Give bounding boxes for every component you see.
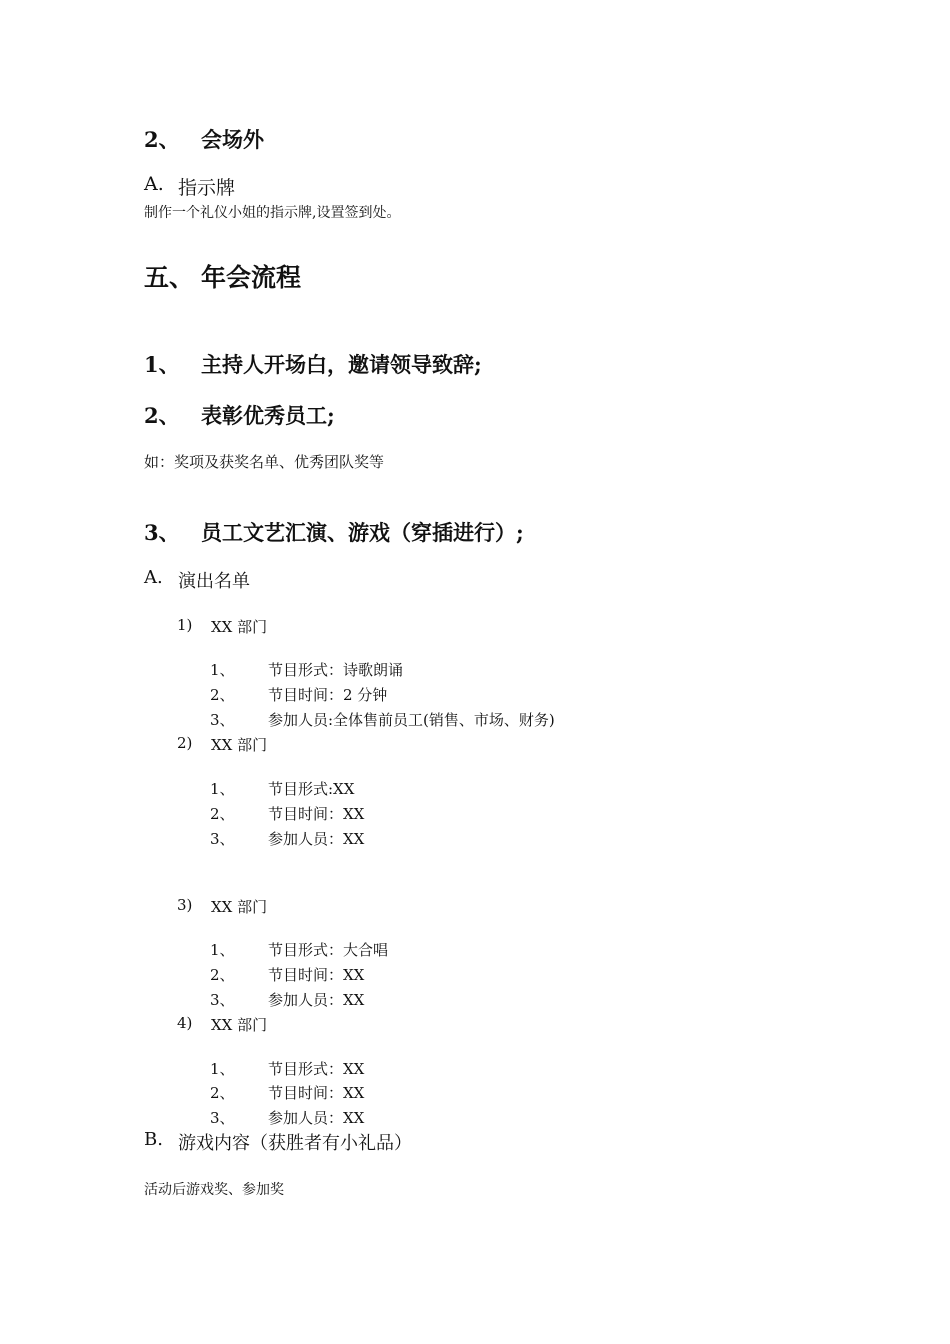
agenda-item-1	[144, 349, 482, 379]
detail-text: 节目时间：XX	[268, 805, 365, 823]
section-heading-venue-outside	[144, 124, 264, 154]
detail-text: 参加人员：XX	[268, 830, 365, 848]
detail-number: 3、	[210, 711, 235, 729]
detail-text: 参加人员：XX	[268, 1109, 365, 1127]
detail-number: 2、	[210, 686, 235, 704]
detail-number: 1、	[210, 780, 235, 798]
detail-number: 2、	[210, 805, 235, 823]
subheading-performances	[144, 567, 250, 592]
program-detail	[210, 709, 555, 730]
detail-number: 1、	[210, 661, 235, 679]
subheading-games	[144, 1129, 412, 1154]
program-detail	[210, 1107, 365, 1128]
sub-label: A.	[144, 567, 163, 588]
sub-label: A.	[144, 173, 164, 195]
signage-description: 制作一个礼仪小姐的指示牌,设置签到处。	[144, 205, 401, 221]
program-detail	[210, 1058, 365, 1079]
detail-text: 节目时间：2 分钟	[268, 686, 388, 704]
dept-name: XX 部门	[211, 618, 268, 636]
dept-name: XX 部门	[211, 898, 268, 916]
section-title: 会场外	[201, 127, 264, 152]
program-detail	[210, 1082, 365, 1103]
program-detail	[210, 778, 355, 799]
sub-label: B.	[144, 1129, 163, 1150]
detail-text: 参加人员：XX	[268, 991, 365, 1009]
dept-heading	[177, 616, 268, 636]
dept-name: XX 部门	[211, 736, 268, 754]
program-detail	[210, 803, 365, 824]
item-title: 主持人开场白，邀请领导致辞;	[201, 352, 482, 377]
detail-number: 3、	[210, 830, 235, 848]
program-detail	[210, 939, 389, 960]
item-number: 1、	[144, 352, 180, 377]
dept-number: 3)	[177, 896, 193, 914]
section-title: 年会流程	[201, 263, 302, 292]
sub-title: 游戏内容（获胜者有小礼品）	[178, 1133, 412, 1154]
detail-number: 1、	[210, 1060, 235, 1078]
section-number: 五、	[144, 263, 195, 292]
detail-number: 2、	[210, 1084, 235, 1102]
dept-number: 2)	[177, 734, 193, 752]
detail-text: 节目形式:XX	[268, 780, 355, 798]
item-number: 2、	[144, 403, 180, 428]
section-heading-agenda	[144, 258, 302, 294]
dept-heading	[177, 1014, 268, 1034]
games-description: 活动后游戏奖、参加奖	[144, 1182, 284, 1198]
program-detail	[210, 659, 404, 680]
detail-text: 节目时间：XX	[268, 1084, 365, 1102]
detail-number: 3、	[210, 991, 235, 1009]
detail-number: 3、	[210, 1109, 235, 1127]
item-title: 员工文艺汇演、游戏（穿插进行）;	[201, 520, 524, 545]
detail-number: 1、	[210, 941, 235, 959]
dept-number: 4)	[177, 1014, 193, 1032]
dept-heading	[177, 896, 268, 916]
dept-heading	[177, 734, 268, 754]
item-number: 3、	[144, 520, 180, 545]
detail-number: 2、	[210, 966, 235, 984]
program-detail	[210, 989, 365, 1010]
item-title: 表彰优秀员工;	[201, 403, 335, 428]
program-detail	[210, 684, 388, 705]
sub-title: 演出名单	[178, 571, 250, 592]
detail-text: 节目形式：诗歌朗诵	[268, 661, 404, 679]
detail-text: 参加人员:全体售前员工(销售、市场、财务)	[268, 711, 555, 729]
sub-title: 指示牌	[178, 177, 236, 199]
subheading-signage	[144, 173, 236, 199]
dept-name: XX 部门	[211, 1016, 268, 1034]
agenda-item-2	[144, 400, 335, 430]
award-note: 如：奖项及获奖名单、优秀团队奖等	[144, 453, 385, 471]
section-number: 2、	[144, 127, 180, 152]
detail-text: 节目形式：大合唱	[268, 941, 389, 959]
dept-number: 1)	[177, 616, 193, 634]
program-detail	[210, 828, 365, 849]
detail-text: 节目时间：XX	[268, 966, 365, 984]
detail-text: 节目形式：XX	[268, 1060, 365, 1078]
program-detail	[210, 964, 365, 985]
agenda-item-3	[144, 517, 524, 547]
